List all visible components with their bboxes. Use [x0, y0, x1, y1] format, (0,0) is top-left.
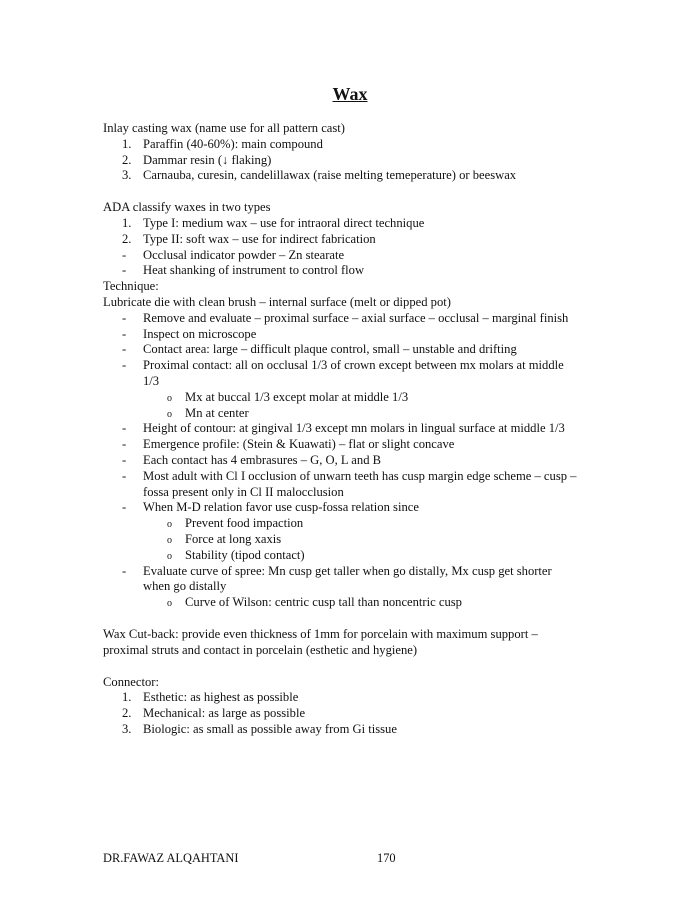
list-marker: - [122, 310, 127, 325]
list-item [103, 722, 623, 738]
list-marker: 3. [122, 721, 132, 736]
sub-list-item [103, 548, 623, 564]
list-marker: - [122, 342, 127, 357]
document-body [103, 121, 623, 738]
sub-list-item [103, 516, 623, 532]
list-item-continuation: fossa present only in Cl II malocclusion [143, 484, 344, 499]
list-item-text: Stability (tipod contact) [185, 547, 305, 562]
list-marker: 3. [122, 168, 132, 183]
list-item-text: Biologic: as small as possible away from Gi tissue [143, 721, 397, 736]
paragraph-text: Wax Cut-back: provide even thickness of 1mm for porcelain with maximum support – [103, 626, 538, 641]
sub-list-item [103, 390, 623, 406]
list-item-text: Each contact has 4 embrasures – G, O, L and B [143, 452, 382, 467]
list-marker: o [167, 550, 172, 562]
list-marker: o [167, 519, 172, 531]
list-item [103, 263, 623, 279]
list-item-text: Prevent food impaction [185, 516, 304, 531]
paragraph-gap [103, 611, 623, 627]
page-number: 170 [377, 851, 396, 865]
list-item-continuation: 1/3 [143, 373, 160, 388]
list-marker: 2. [122, 706, 132, 721]
list-item-text: Heat shanking of instrument to control flow [143, 263, 365, 278]
list-item [103, 311, 623, 327]
list-item [103, 469, 623, 501]
paragraph-line [103, 627, 623, 643]
list-marker: - [122, 437, 127, 452]
list-marker: 1. [122, 136, 132, 151]
list-item [103, 327, 623, 343]
list-item-text: Mn at center [185, 405, 249, 420]
list-item-text: Inspect on microscope [143, 326, 257, 341]
list-marker: o [167, 408, 172, 420]
list-marker: 2. [122, 152, 132, 167]
list-marker: - [122, 468, 127, 483]
list-item [103, 690, 623, 706]
list-item [103, 342, 623, 358]
page-title: Wax [332, 84, 368, 104]
list-marker: - [122, 563, 127, 578]
sub-list-item [103, 595, 623, 611]
paragraph-line [103, 200, 623, 216]
list-item [103, 137, 623, 153]
list-marker: - [122, 421, 127, 436]
list-item-text: Paraffin (40-60%): main compound [143, 136, 323, 151]
list-marker: - [122, 247, 127, 262]
list-marker: - [122, 358, 127, 373]
list-item-text: Force at long xaxis [185, 531, 282, 546]
list-item [103, 564, 623, 596]
list-item-text: Type II: soft wax – use for indirect fabrication [143, 231, 376, 246]
list-item [103, 153, 623, 169]
footer-author: DR.FAWAZ ALQAHTANI [103, 851, 239, 865]
list-marker: 1. [122, 690, 132, 705]
paragraph-line [103, 675, 623, 691]
list-item-text: Proximal contact: all on occlusal 1/3 of crown except between mx molars at middle [143, 358, 564, 373]
list-item-text: Mechanical: as large as possible [143, 706, 306, 721]
paragraph-line [103, 279, 623, 295]
list-item [103, 500, 623, 516]
list-item-text: Remove and evaluate – proximal surface – axial surface – occlusal – marginal finish [143, 310, 569, 325]
list-item [103, 437, 623, 453]
paragraph-text: Lubricate die with clean brush – internal surface (melt or dipped pot) [103, 294, 451, 309]
list-item-text: Contact area: large – difficult plaque control, small – unstable and drifting [143, 342, 517, 357]
paragraph-text: ADA classify waxes in two types [103, 200, 271, 215]
list-item [103, 216, 623, 232]
list-marker: 1. [122, 215, 132, 230]
list-item-continuation: when go distally [143, 579, 227, 594]
list-item [103, 248, 623, 264]
list-item [103, 421, 623, 437]
list-item [103, 358, 623, 390]
list-marker: - [122, 263, 127, 278]
list-marker: o [167, 534, 172, 546]
paragraph-text: Inlay casting wax (name use for all pattern cast) [103, 121, 345, 135]
paragraph-text: Technique: [103, 279, 159, 294]
list-marker: o [167, 598, 172, 610]
list-marker: o [167, 392, 172, 404]
sub-list-item [103, 532, 623, 548]
list-item-text: Dammar resin (↓ flaking) [143, 152, 272, 167]
list-item-text: Mx at buccal 1/3 except molar at middle 1/3 [185, 389, 409, 404]
paragraph-line [103, 121, 623, 137]
list-item-text: Emergence profile: (Stein & Kuawati) – flat or slight concave [143, 437, 455, 452]
list-item [103, 706, 623, 722]
list-item-text: Height of contour: at gingival 1/3 except mn molars in lingual surface at middle 1/3 [143, 421, 565, 436]
paragraph-line [103, 295, 623, 311]
sub-list-item [103, 406, 623, 422]
list-item-text: Evaluate curve of spree: Mn cusp get taller when go distally, Mx cusp get shorter [143, 563, 552, 578]
list-item-text: Curve of Wilson: centric cusp tall than noncentric cusp [185, 595, 462, 610]
paragraph-gap [103, 659, 623, 675]
list-item [103, 232, 623, 248]
list-item-text: Occlusal indicator powder – Zn stearate [143, 247, 345, 262]
list-item-text: Carnauba, curesin, candelillawax (raise melting temeperature) or beeswax [143, 168, 517, 183]
paragraph-line [103, 643, 623, 659]
list-marker: - [122, 500, 127, 515]
list-marker: - [122, 452, 127, 467]
list-marker: 2. [122, 231, 132, 246]
list-item-text: When M-D relation favor use cusp-fossa relation since [143, 500, 419, 515]
paragraph-gap [103, 184, 623, 200]
list-item-text: Most adult with Cl I occlusion of unwarn teeth has cusp margin edge scheme – cusp – [143, 468, 577, 483]
list-item [103, 168, 623, 184]
paragraph-text: proximal struts and contact in porcelain (esthetic and hygiene) [103, 642, 418, 657]
list-marker: - [122, 326, 127, 341]
list-item-text: Type I: medium wax – use for intraoral direct technique [143, 215, 425, 230]
list-item-text: Esthetic: as highest as possible [143, 690, 299, 705]
paragraph-text: Connector: [103, 674, 159, 689]
list-item [103, 453, 623, 469]
